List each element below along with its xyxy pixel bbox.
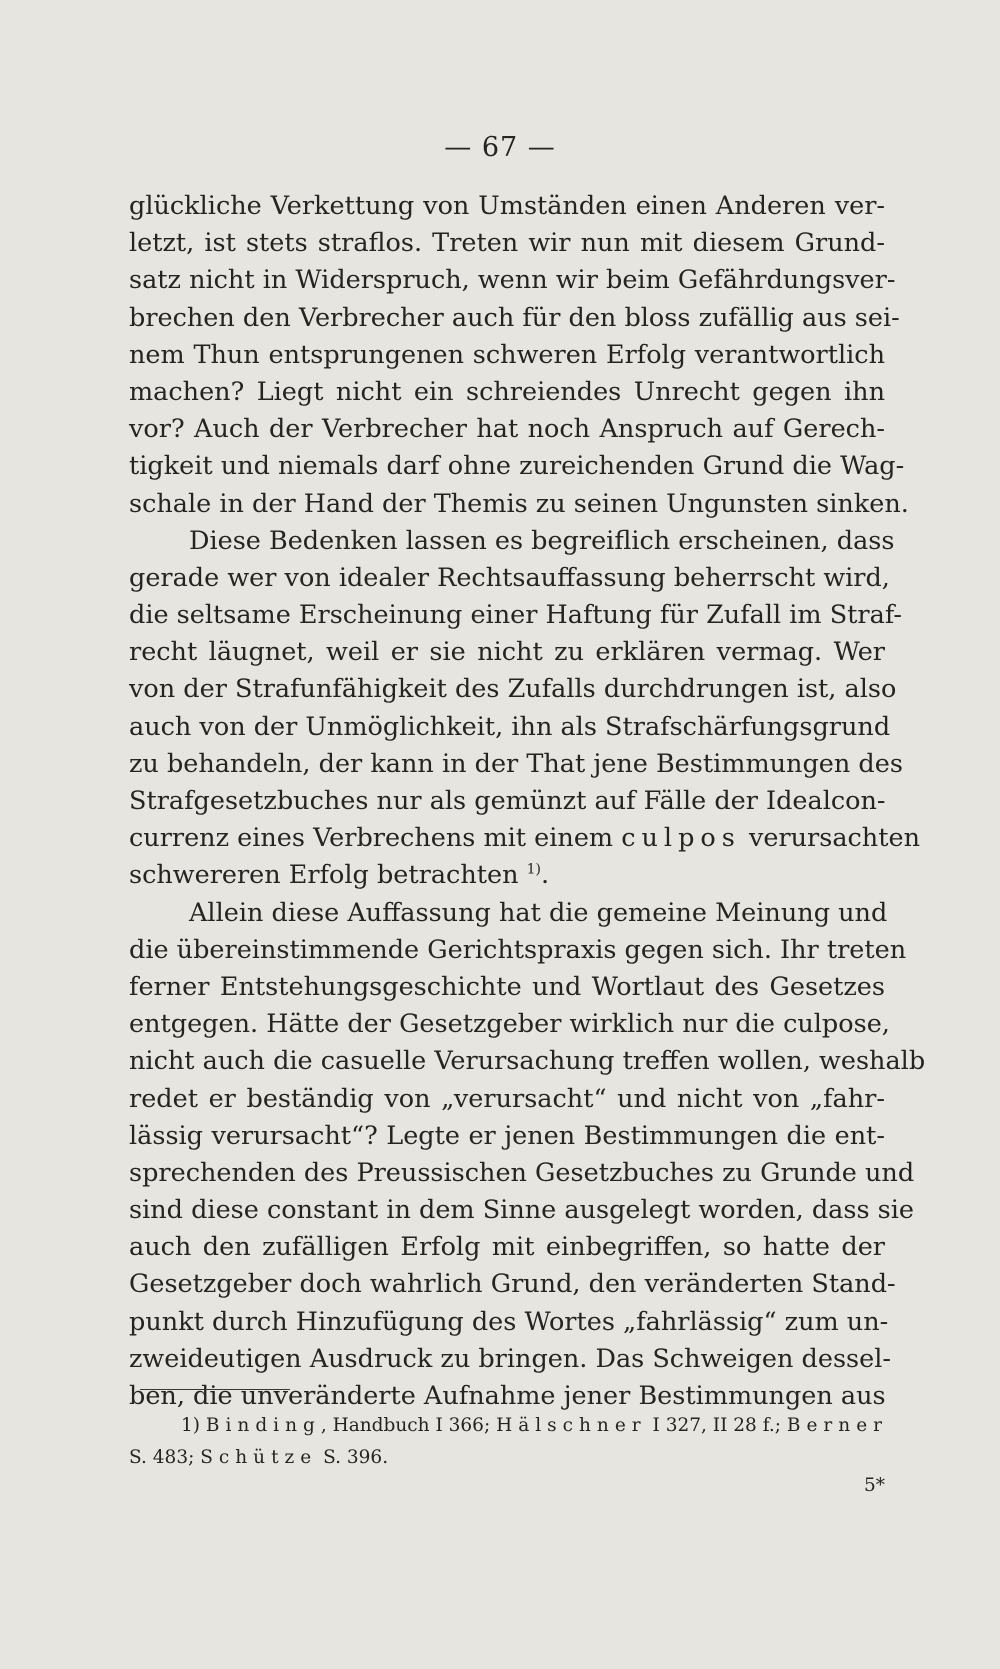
page-number: — 67 —	[444, 132, 556, 163]
body-text	[129, 188, 926, 1415]
text-line: gerade wer von idealer Rechtsauffassung beherrscht wird,	[129, 562, 890, 593]
paragraph-start-line: Allein diese Auffassung hat die gemeine Meinung und	[189, 897, 888, 928]
text-line: Gesetzgeber doch wahrlich Grund, den veränderten Stand-	[129, 1269, 896, 1300]
footnote-text: I 327, II 28 f.;	[652, 1415, 781, 1436]
footnote-text: S. 396.	[323, 1447, 389, 1468]
text-line: machen? Liegt nicht ein schreiendes Unrecht gegen ihn	[129, 376, 885, 407]
signature-mark: 5*	[863, 1475, 885, 1496]
text-line: glückliche Verkettung von Umständen einen Anderen ver-	[129, 191, 885, 221]
emphasized-word: culpos	[621, 823, 741, 854]
text-line: nem Thun entsprungenen schweren Erfolg verantwortlich	[129, 339, 885, 370]
footnote-divider	[140, 1389, 290, 1390]
text-line: auch von der Unmöglichkeit, ihn als Strafschärfungsgrund	[129, 711, 891, 742]
text-line: vor? Auch der Verbrecher hat noch Anspruch auf Gerech-	[129, 414, 885, 445]
text-line: sind diese constant in dem Sinne ausgelegt worden, dass sie	[129, 1195, 914, 1226]
footnote-author: Berner	[786, 1415, 888, 1436]
text-line: brechen den Verbrecher auch für den bloss zufällig aus sei-	[129, 302, 900, 333]
text-segment: .	[540, 860, 550, 891]
text-line	[129, 820, 920, 857]
text-line: zweideutigen Ausdruck zu bringen. Das Schweigen dessel-	[129, 1343, 891, 1374]
text-line: tigkeit und niemals darf ohne zureichenden Grund die Wag-	[129, 451, 905, 482]
footnote-line	[129, 1410, 888, 1442]
text-line: lässig verursacht“? Legte er jenen Bestimmungen die ent-	[129, 1120, 885, 1151]
text-line: von der Strafunfähigkeit des Zufalls durchdrungen ist, also	[129, 674, 897, 705]
text-line: Strafgesetzbuches nur als gemünzt auf Fälle der Idealcon-	[129, 786, 886, 816]
text-line: die übereinstimmende Gerichtspraxis gegen sich. Ihr treten	[129, 934, 907, 965]
text-line: sprechenden des Preussischen Gesetzbuches zu Grunde und	[129, 1157, 915, 1188]
text-line: schale in der Hand der Themis zu seinen Ungunsten sinken.	[129, 488, 909, 519]
text-line: zu behandeln, der kann in der That jene Bestimmungen des	[129, 748, 903, 779]
paragraph-end-line	[129, 857, 885, 894]
text-line: letzt, ist stets straflos. Treten wir nun mit diesem Grund-	[129, 228, 885, 259]
text-line: ferner Entstehungsgeschichte und Wortlaut des Gesetzes	[129, 971, 885, 1002]
text-segment: verursachten	[748, 823, 920, 854]
footnote-text: , Handbuch I 366;	[320, 1415, 491, 1436]
footnote-marker: 1)	[181, 1415, 200, 1436]
text-line: die seltsame Erscheinung einer Haftung für Zufall im Straf-	[129, 600, 902, 631]
text-segment: currenz eines Verbrechens mit einem	[129, 823, 614, 854]
paragraph-start-line: Diese Bedenken lassen es begreiflich erscheinen, dass	[189, 525, 895, 556]
footnote-author: Hälschner	[496, 1415, 647, 1436]
footnote-reference: 1)	[526, 861, 541, 878]
text-line: entgegen. Hätte der Gesetzgeber wirklich nur die culpose,	[129, 1009, 890, 1040]
text-line: auch den zufälligen Erfolg mit einbegriffen, so hatte der	[129, 1232, 885, 1263]
text-line: punkt durch Hinzufügung des Wortes „fahrlässig“ zum un-	[129, 1306, 889, 1337]
text-line: nicht auch die casuelle Verursachung treffen wollen, weshalb	[129, 1046, 926, 1077]
text-line: ben, die unveränderte Aufnahme jener Bestimmungen aus	[129, 1381, 886, 1411]
text-line: satz nicht in Widerspruch, wenn wir beim Gefährdungsver-	[129, 265, 896, 296]
text-segment: schwereren Erfolg betrachten	[129, 860, 519, 891]
footnote-text: S. 483;	[129, 1447, 195, 1468]
footnotes	[129, 1410, 888, 1474]
footnote-author: Binding	[205, 1415, 321, 1436]
text-line: redet er beständig von „verursacht“ und nicht von „fahr-	[129, 1083, 885, 1114]
text-line: recht läugnet, weil er sie nicht zu erklären vermag. Wer	[129, 637, 885, 668]
footnote-author: Schütze	[200, 1447, 318, 1468]
